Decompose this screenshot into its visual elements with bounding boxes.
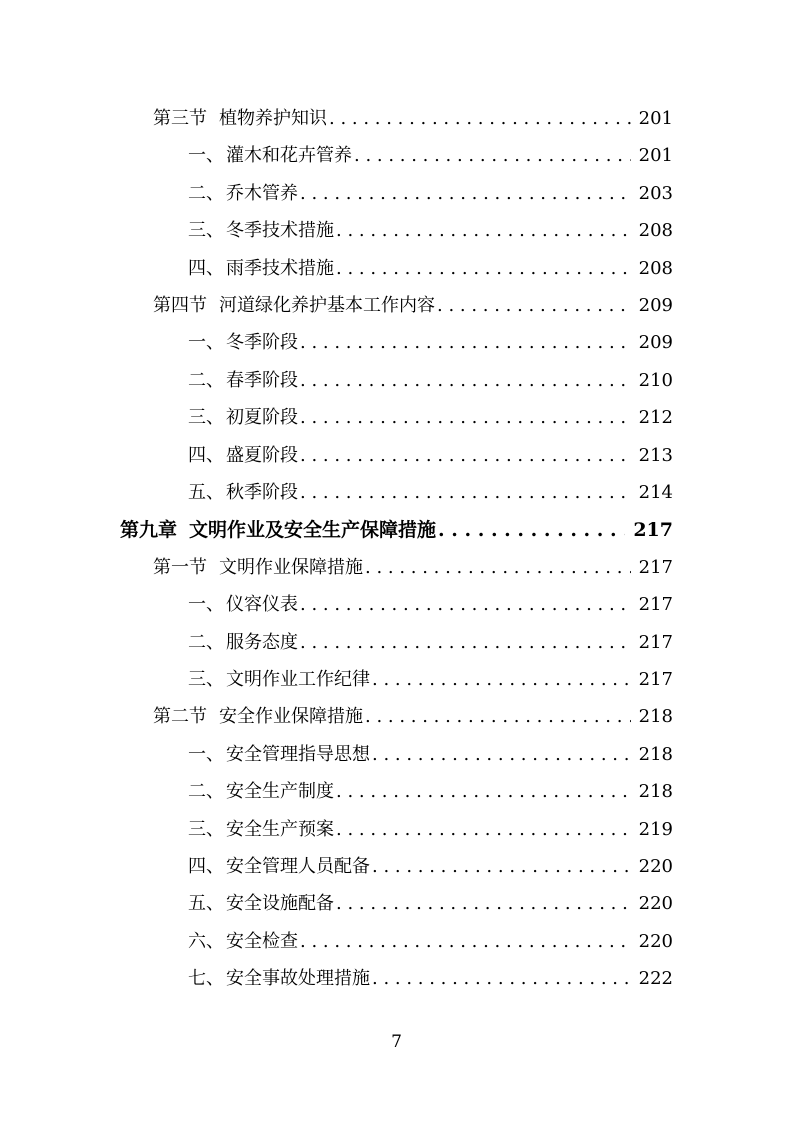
toc-leader-dots <box>329 104 631 134</box>
toc-subsection-entry[interactable] <box>188 478 673 508</box>
toc-leader-dots <box>300 366 631 396</box>
toc-entry-page: 217 <box>638 631 673 653</box>
toc-leader-dots <box>438 515 625 545</box>
toc-entry-number: 一、 <box>188 145 224 167</box>
toc-subsection-entry[interactable] <box>188 403 673 433</box>
toc-leader-dots <box>336 815 631 845</box>
toc-leader-dots <box>336 889 631 919</box>
toc-entry-page: 208 <box>638 220 673 242</box>
toc-entry-number: 一、 <box>188 594 224 616</box>
toc-entry-page: 201 <box>638 108 673 129</box>
toc-entry-title: 植物养护知识 <box>219 108 327 129</box>
toc-entry-title: 冬季技术措施 <box>226 220 334 242</box>
page-number: 7 <box>391 1032 402 1052</box>
toc-entry-page: 213 <box>638 444 673 466</box>
toc-entry-number: 三、 <box>188 220 224 242</box>
toc-entry-page: 219 <box>638 818 673 840</box>
toc-entry-title: 安全生产预案 <box>226 818 334 840</box>
toc-leader-dots <box>300 328 631 358</box>
toc-entry-number: 三、 <box>188 407 224 429</box>
toc-entry-title: 安全设施配备 <box>226 893 334 915</box>
toc-leader-dots <box>365 702 631 732</box>
toc-entry-number: 第三节 <box>153 108 207 129</box>
toc-entry-title: 仪容仪表 <box>226 594 298 616</box>
toc-entry-number: 五、 <box>188 482 224 503</box>
toc-subsection-entry[interactable] <box>188 441 673 471</box>
toc-entry-number: 二、 <box>188 631 224 653</box>
toc-leader-dots <box>372 665 631 695</box>
toc-entry-page: 208 <box>638 257 673 279</box>
toc-entry-title: 安全作业保障措施 <box>219 706 363 728</box>
toc-subsection-entry[interactable] <box>188 216 673 246</box>
toc-leader-dots <box>365 553 631 583</box>
toc-leader-dots <box>372 964 631 994</box>
toc-entry-page: 212 <box>638 407 673 429</box>
toc-entry-title: 灌木和花卉管养 <box>226 145 352 167</box>
toc-entry-page: 210 <box>638 369 673 391</box>
toc-entry-title: 服务态度 <box>226 631 298 653</box>
toc-chapter-entry[interactable] <box>120 515 673 545</box>
toc-leader-dots <box>300 179 631 209</box>
toc-entry-title: 冬季阶段 <box>226 332 298 354</box>
toc-subsection-entry[interactable] <box>188 179 673 209</box>
toc-leader-dots <box>300 478 631 508</box>
toc-entry-number: 第四节 <box>153 295 207 316</box>
toc-leader-dots <box>300 927 631 957</box>
toc-entry-title: 乔木管养 <box>226 182 298 204</box>
toc-leader-dots <box>300 590 631 620</box>
toc-entry-title: 安全事故处理措施 <box>226 968 370 990</box>
toc-entry-number: 第二节 <box>153 706 207 728</box>
toc-subsection-entry[interactable] <box>188 964 673 994</box>
toc-subsection-entry[interactable] <box>188 852 673 882</box>
toc-section-entry[interactable] <box>153 104 673 134</box>
toc-entry-title: 文明作业保障措施 <box>219 556 363 578</box>
toc-entry-title: 河道绿化养护基本工作内容 <box>219 295 435 316</box>
toc-entry-page: 222 <box>638 968 673 990</box>
toc-entry-number: 五、 <box>188 893 224 915</box>
toc-entry-number: 三、 <box>188 818 224 840</box>
toc-leader-dots <box>300 441 631 471</box>
toc-leader-dots <box>336 254 631 284</box>
toc-subsection-entry[interactable] <box>188 889 673 919</box>
toc-entry-title: 文明作业工作纪律 <box>226 669 370 690</box>
toc-entry-page: 217 <box>633 519 673 542</box>
toc-entry-number: 四、 <box>188 856 224 877</box>
toc-leader-dots <box>300 403 631 433</box>
toc-entry-number: 第九章 <box>120 519 178 542</box>
toc-subsection-entry[interactable] <box>188 815 673 845</box>
toc-entry-page: 214 <box>638 482 673 503</box>
toc-leader-dots <box>437 291 631 321</box>
toc-entry-number: 四、 <box>188 257 224 279</box>
toc-entry-title: 秋季阶段 <box>226 482 298 503</box>
toc-entry-title: 盛夏阶段 <box>226 444 298 466</box>
toc-entry-number: 二、 <box>188 781 224 803</box>
toc-entry-number: 二、 <box>188 182 224 204</box>
toc-section-entry[interactable] <box>153 702 673 732</box>
toc-leader-dots <box>372 740 631 770</box>
toc-entry-page: 203 <box>638 182 673 204</box>
toc-subsection-entry[interactable] <box>188 590 673 620</box>
toc-leader-dots <box>300 628 631 658</box>
toc-leader-dots <box>336 777 631 807</box>
toc-entry-title: 雨季技术措施 <box>226 257 334 279</box>
toc-entry-number: 六、 <box>188 930 224 952</box>
toc-entry-page: 209 <box>638 332 673 354</box>
toc-entry-page: 220 <box>638 893 673 915</box>
toc-entry-number: 七、 <box>188 968 224 990</box>
toc-entry-number: 一、 <box>188 743 224 765</box>
toc-entry-number: 一、 <box>188 332 224 354</box>
toc-entry-page: 217 <box>638 594 673 616</box>
toc-entry-page: 217 <box>638 669 673 690</box>
toc-leader-dots <box>372 852 631 882</box>
toc-entry-number: 四、 <box>188 444 224 466</box>
toc-entry-title: 安全管理人员配备 <box>226 856 370 877</box>
toc-leader-dots <box>336 216 631 246</box>
toc-entry-page: 218 <box>638 781 673 803</box>
toc-entry-title: 文明作业及安全生产保障措施 <box>189 519 437 542</box>
toc-entry-page: 220 <box>638 856 673 877</box>
toc-entry-title: 春季阶段 <box>226 369 298 391</box>
toc-entry-title: 安全检查 <box>226 930 298 952</box>
toc-section-entry[interactable] <box>153 553 673 583</box>
toc-subsection-entry[interactable] <box>188 927 673 957</box>
toc-section-entry[interactable] <box>153 291 673 321</box>
toc-entry-number: 第一节 <box>153 556 207 578</box>
toc-entry-title: 初夏阶段 <box>226 407 298 429</box>
toc-entry-title: 安全管理指导思想 <box>226 743 370 765</box>
toc-entry-number: 三、 <box>188 669 224 690</box>
toc-entry-title: 安全生产制度 <box>226 781 334 803</box>
toc-entry-page: 209 <box>638 295 673 316</box>
toc-subsection-entry[interactable] <box>188 254 673 284</box>
toc-subsection-entry[interactable] <box>188 777 673 807</box>
toc-leader-dots <box>354 141 631 171</box>
toc-entry-page: 218 <box>638 706 673 728</box>
toc-subsection-entry[interactable] <box>188 141 673 171</box>
toc-subsection-entry[interactable] <box>188 328 673 358</box>
toc-subsection-entry[interactable] <box>188 665 673 695</box>
toc-entry-page: 217 <box>638 556 673 578</box>
toc-subsection-entry[interactable] <box>188 366 673 396</box>
toc-subsection-entry[interactable] <box>188 740 673 770</box>
toc-entry-page: 201 <box>638 145 673 167</box>
toc-entry-page: 218 <box>638 743 673 765</box>
toc-entry-number: 二、 <box>188 369 224 391</box>
toc-entry-page: 220 <box>638 930 673 952</box>
toc-subsection-entry[interactable] <box>188 628 673 658</box>
